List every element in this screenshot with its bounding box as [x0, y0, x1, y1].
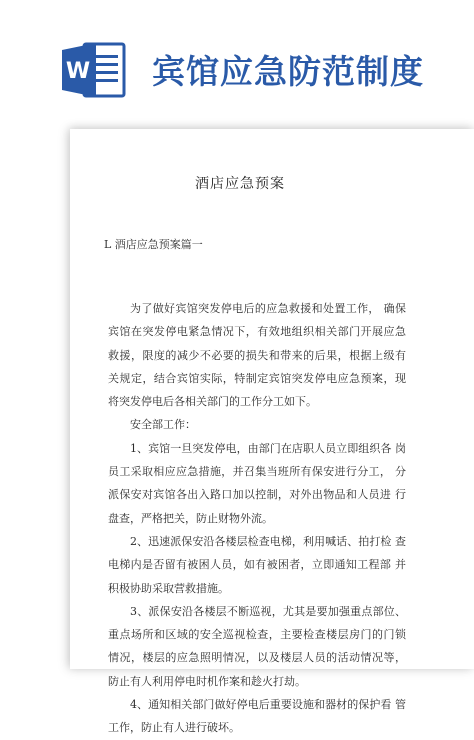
paragraph-security-heading: 安全部工作： — [130, 418, 196, 432]
section-heading: L 酒店应急预案篇一 — [104, 238, 203, 251]
paragraph-intro: 为了做好宾馆突发停电后的应急救援和处置工作， 确保 宾馆在突发停电紧急情况下，有效地组织相关部门开展应急 救援，限度的减少不必要的损失和带来的后果，根据上级有 关规定，结合宾馆实际，特制定宾馆突发停电应急预案，现 将突发停电后各相关部门的工作分工如下。 — [108, 302, 406, 409]
document-body — [108, 297, 406, 740]
paragraph-item-4: 4、通知相关部门做好停电后重要设施和器材的保护看 管工作，防止有人进行破坏。 — [108, 698, 406, 735]
paragraph-item-3: 3、派保安沿各楼层不断巡视，尤其是要加强重点部位、 重点场所和区域的安全巡视检查，主要检查楼层房门的门锁 情况，楼层的应急照明情况，以及楼层人员的活动情况等， 防止有人利用停电时机作案和趁火打劫。 — [108, 604, 406, 688]
document-title: 酒店应急预案 — [195, 176, 285, 192]
document-preview-area — [0, 115, 474, 735]
paragraph-item-2: 2、迅速派保安沿各楼层检查电梯，利用喊话、拍打检 查电梯内是否留有被困人员，如有被困者，立即通知工程部 并积极协助采取营救措施。 — [108, 534, 406, 595]
word-icon-letter: W — [65, 59, 91, 84]
document-page — [70, 129, 474, 735]
word-document-icon — [62, 40, 126, 100]
paragraph-item-1: 1、宾馆一旦突发停电，由部门在店职人员立即组织各 岗员工采取相应应急措施，并召集当班所有保安进行分工， 分派保安对宾馆各出入路口加以控制，对外出物品和人员进 行盘查，严格把关，防止财物外流。 — [108, 441, 406, 525]
header-banner — [0, 0, 474, 115]
banner-title: 宾馆应急防范制度 — [152, 52, 424, 91]
